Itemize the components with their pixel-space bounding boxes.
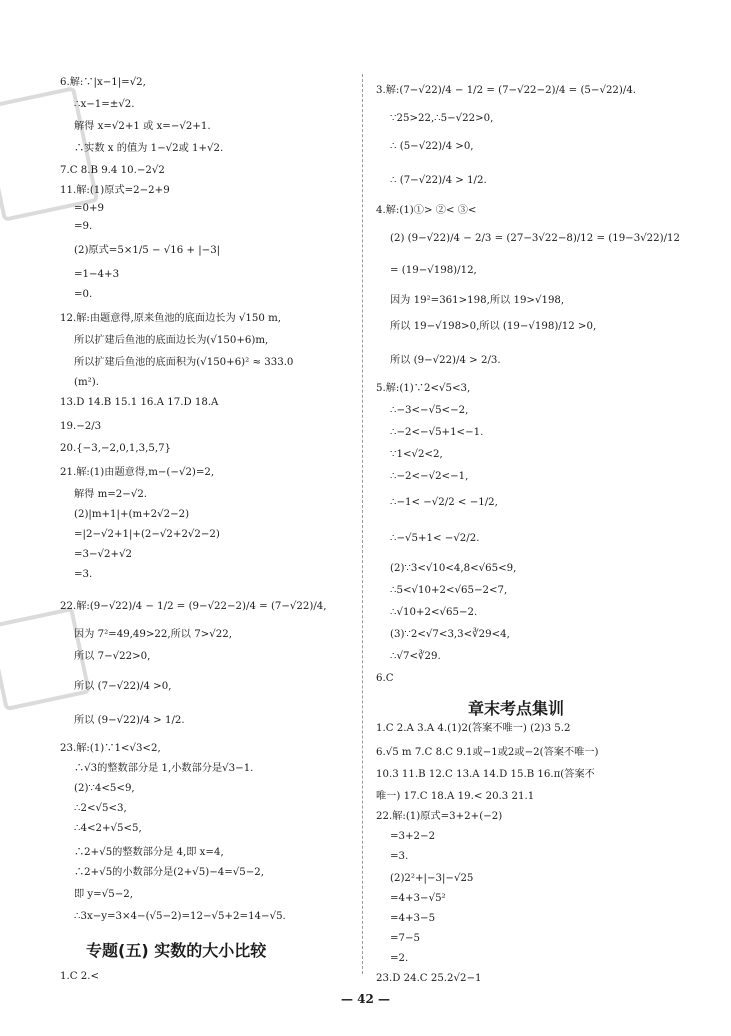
- answer-line: ∴√10+2<√65−2.: [390, 607, 478, 618]
- answer-line: =0+9: [74, 203, 105, 214]
- answer-line: 唯一) 17.C 18.A 19.< 20.3 21.1: [376, 791, 535, 802]
- answer-line: =0.: [74, 289, 93, 300]
- answer-line: =3.: [74, 569, 93, 580]
- answer-line: (2) (9−√22)/4 − 2/3 = (27−3√22−8)/12 = (19−3√22)/12: [390, 233, 681, 244]
- answer-line: ∴4<2+√5<5,: [74, 823, 142, 834]
- answer-line: 23.D 24.C 25.2√2−1: [376, 973, 482, 984]
- answer-line: 所以 (7−√22)/4 >0,: [74, 681, 172, 692]
- answer-line: ∴ (5−√22)/4 >0,: [390, 141, 474, 152]
- answer-line: =|2−√2+1|+(2−√2+2√2−2): [74, 529, 220, 540]
- answer-line: ∴−3<−√5<−2,: [390, 405, 469, 416]
- answer-line: 10.3 11.B 12.C 13.A 14.D 15.B 16.π(答案不: [376, 769, 595, 780]
- section-heading-left: 专题(五) 实数的大小比较: [86, 941, 267, 960]
- answer-line: =3.: [390, 851, 409, 862]
- answer-line: ∴−1< −√2/2 < −1/2,: [390, 497, 498, 508]
- answer-line: =9.: [74, 221, 93, 232]
- answer-line: =1−4+3: [74, 269, 120, 280]
- answer-line: 所以扩建后鱼池的底面边长为(√150+6)m,: [74, 335, 269, 346]
- answer-line: 所以扩建后鱼池的底面积为(√150+6)² ≈ 333.0: [74, 357, 294, 368]
- answer-line: =7−5: [390, 933, 421, 944]
- answer-line: 6.解:∵|x−1|=√2,: [60, 77, 146, 88]
- answer-line: (2)∵4<5<9,: [74, 783, 135, 794]
- answer-line: 因为 19²=361>198,所以 19>√198,: [390, 295, 565, 306]
- answer-line: ∴x−1=±√2.: [74, 99, 135, 110]
- answer-line: 12.解:由题意得,原来鱼池的底面边长为 √150 m,: [60, 313, 281, 324]
- answer-line: ∴√7<∛29.: [390, 651, 441, 662]
- answer-line: 11.解:(1)原式=2−2+9: [60, 185, 170, 196]
- answer-line: 6.C: [376, 673, 394, 684]
- answer-line: 解得 m=2−√2.: [74, 489, 148, 500]
- answer-line: =3+2−2: [390, 831, 436, 842]
- answer-line: ∴ (7−√22)/4 > 1/2.: [390, 175, 487, 186]
- answer-line: (2)|m+1|+(m+2√2−2): [74, 509, 190, 520]
- answer-line: 解得 x=√2+1 或 x=−√2+1.: [74, 121, 211, 132]
- answer-line: 所以 (9−√22)/4 > 1/2.: [74, 715, 185, 726]
- answer-line: ∴2+√5的小数部分是(2+√5)−4=√5−2,: [74, 867, 265, 878]
- answer-line: =4+3−√5²: [390, 893, 446, 904]
- answer-line: ∴−2<−√2<−1,: [390, 471, 469, 482]
- answer-line: 即 y=√5−2,: [74, 889, 133, 900]
- answer-line: 因为 7²=49,49>22,所以 7>√22,: [74, 629, 232, 640]
- answer-line: (3)∵2<√7<3,3<∛29<4,: [390, 629, 510, 640]
- answer-line: =3−√2+√2: [74, 549, 133, 560]
- answer-line: ∴3x−y=3×4−(√5−2)=12−√5+2=14−√5.: [74, 911, 286, 922]
- answer-line: 7.C 8.B 9.4 10.−2√2: [60, 165, 165, 176]
- answer-line: 23.解:(1)∵1<√3<2,: [60, 743, 161, 754]
- answer-line: (2)2²+|−3|−√25: [390, 873, 474, 884]
- answer-line: 13.D 14.B 15.1 16.A 17.D 18.A: [60, 397, 219, 408]
- answer-line: ∵1<√2<2,: [390, 449, 443, 460]
- answer-line: 4.解:(1)①> ②< ③<: [376, 205, 477, 216]
- answer-line: 所以 19−√198>0,所以 (19−√198)/12 >0,: [390, 321, 597, 332]
- answer-line: (2)原式=5×1/5 − √16 + |−3|: [74, 245, 221, 256]
- answer-line: =2.: [390, 953, 409, 964]
- answer-line: ∴−2<−√5+1<−1.: [390, 427, 484, 438]
- answer-line: (2)∵3<√10<4,8<√65<9,: [390, 563, 517, 574]
- answer-line: 1.C 2.A 3.A 4.(1)2(答案不唯一) (2)3 5.2: [376, 723, 571, 734]
- answer-line: 22.解:(9−√22)/4 − 1/2 = (9−√22−2)/4 = (7−√22)/4,: [60, 601, 327, 612]
- answer-line: 3.解:(7−√22)/4 − 1/2 = (7−√22−2)/4 = (5−√22)/4.: [376, 85, 637, 96]
- answer-line: 22.解:(1)原式=3+2+(−2): [376, 811, 503, 822]
- column-divider: [362, 74, 363, 974]
- answer-line: 21.解:(1)由题意得,m−(−√2)=2,: [60, 467, 215, 478]
- answer-line: 所以 (9−√22)/4 > 2/3.: [390, 355, 501, 366]
- answer-line: ∴实数 x 的值为 1−√2或 1+√2.: [74, 143, 224, 154]
- answer-line: 20.{−3,−2,0,1,3,5,7}: [60, 443, 172, 454]
- answer-line: ∴2<√5<3,: [74, 803, 127, 814]
- answer-line: 19.−2/3: [60, 421, 102, 432]
- answer-line: ∵25>22,∴5−√22>0,: [390, 113, 494, 124]
- answer-line: ∴√3的整数部分是 1,小数部分是√3−1.: [74, 763, 254, 774]
- answer-line: ∴2+√5的整数部分是 4,即 x=4,: [74, 847, 224, 858]
- answer-line: 1.C 2.<: [60, 971, 100, 982]
- answer-line: ∴−√5+1< −√2/2.: [390, 533, 480, 544]
- answer-line: 所以 7−√22>0,: [74, 651, 151, 662]
- page-number: — 42 —: [340, 992, 391, 1006]
- answer-line: =4+3−5: [390, 913, 436, 924]
- answer-line: ∴5<√10+2<√65−2<7,: [390, 585, 508, 596]
- answer-line: = (19−√198)/12,: [390, 265, 477, 276]
- answer-line: (m²).: [74, 377, 99, 388]
- answer-line: 6.√5 m 7.C 8.C 9.1或−1或2或−2(答案不唯一): [376, 747, 599, 758]
- answer-line: 5.解:(1)∵2<√5<3,: [376, 383, 471, 394]
- section-heading-right: 章末考点集训: [468, 699, 565, 718]
